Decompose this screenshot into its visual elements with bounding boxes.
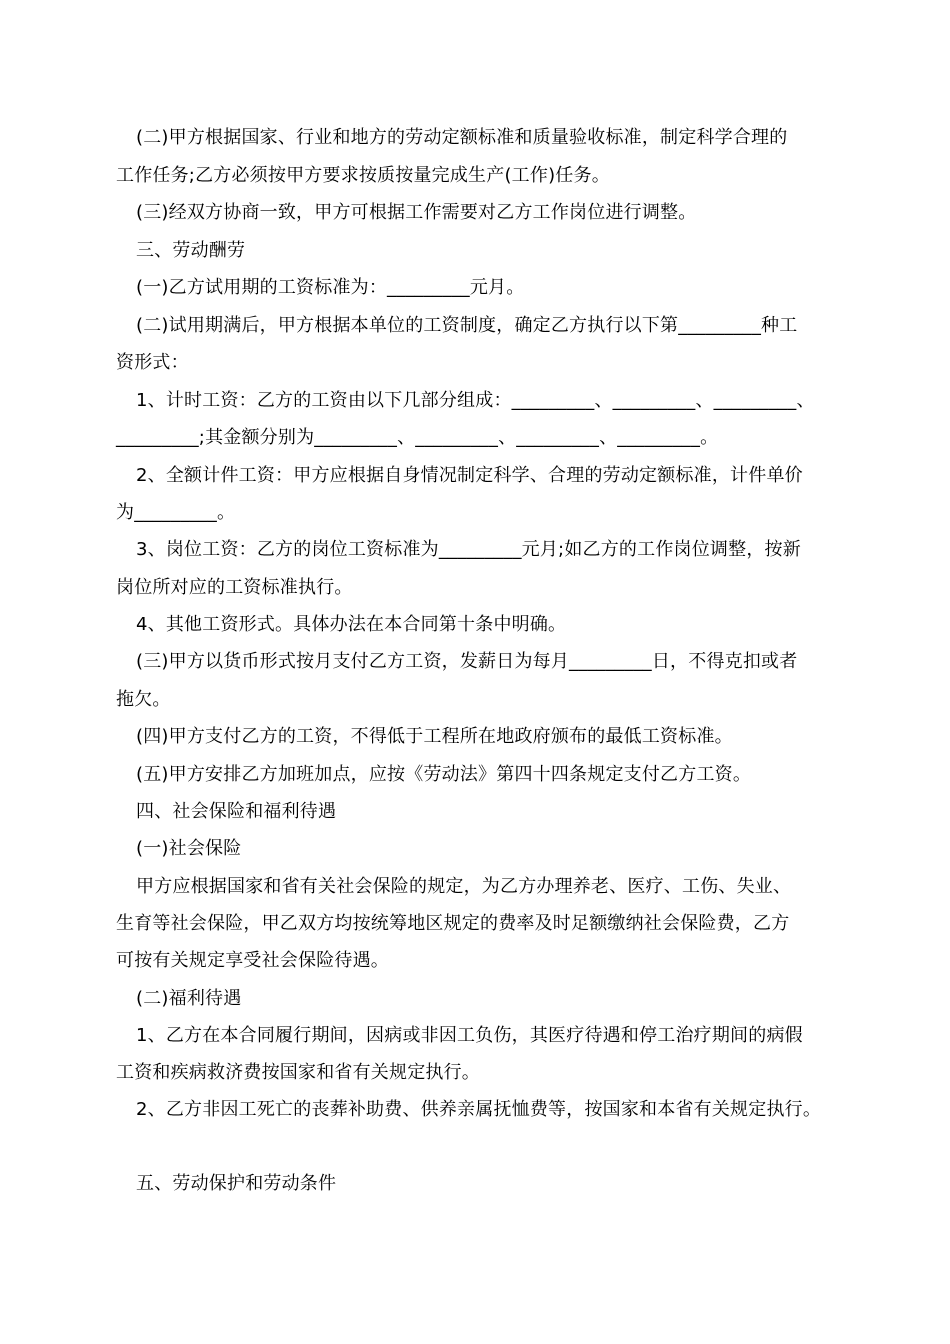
paragraph-line: 3、岗位工资：乙方的岗位工资标准为_________元月;如乙方的工作岗位调整，按新 [136, 539, 801, 560]
paragraph-line: 拖欠。 [116, 689, 171, 710]
paragraph-line: 资形式： [116, 352, 189, 373]
paragraph-line: _________;其金额分别为_________、_________、_________、_________。 [116, 427, 719, 448]
paragraph-line: (三)甲方以货币形式按月支付乙方工资，发薪日为每月_________日，不得克扣或者 [136, 651, 798, 672]
subsection-heading: (一)社会保险 [136, 838, 242, 859]
paragraph-line: 1、计时工资：乙方的工资由以下几部分组成：_________、_________、_________、 [136, 390, 815, 411]
paragraph-line: 1、乙方在本合同履行期间，因病或非因工负伤，其医疗待遇和停工治疗期间的病假 [136, 1025, 803, 1046]
paragraph-line: 为_________。 [116, 502, 236, 523]
paragraph-line: 可按有关规定享受社会保险待遇。 [116, 950, 389, 971]
paragraph-line: 甲方应根据国家和省有关社会保险的规定，为乙方办理养老、医疗、工伤、失业、 [136, 876, 792, 897]
paragraph-line: 工资和疾病救济费按国家和省有关规定执行。 [116, 1062, 480, 1083]
subsection-heading: (二)福利待遇 [136, 988, 242, 1009]
paragraph-line: (三)经双方协商一致，甲方可根据工作需要对乙方工作岗位进行调整。 [136, 202, 697, 223]
paragraph-line: (五)甲方安排乙方加班加点，应按《劳动法》第四十四条规定支付乙方工资。 [136, 764, 752, 785]
paragraph-line: 4、其他工资形式。具体办法在本合同第十条中明确。 [136, 614, 567, 635]
paragraph-line: (二)甲方根据国家、行业和地方的劳动定额标准和质量验收标准，制定科学合理的 [136, 127, 788, 148]
paragraph-line: 2、乙方非因工死亡的丧葬补助费、供养亲属抚恤费等，按国家和本省有关规定执行。 [136, 1099, 822, 1120]
paragraph-line: (一)乙方试用期的工资标准为：_________元月。 [136, 277, 525, 298]
paragraph-line: (四)甲方支付乙方的工资，不得低于工程所在地政府颁布的最低工资标准。 [136, 726, 733, 747]
paragraph-line: 工作任务;乙方必须按甲方要求按质按量完成生产(工作)任务。 [116, 165, 610, 186]
section-heading: 三、劳动酬劳 [136, 240, 246, 261]
paragraph-line: 生育等社会保险，甲乙双方均按统筹地区规定的费率及时足额缴纳社会保险费，乙方 [116, 913, 790, 934]
paragraph-line: (二)试用期满后，甲方根据本单位的工资制度，确定乙方执行以下第_________种工 [136, 315, 798, 336]
paragraph-line: 2、全额计件工资：甲方应根据自身情况制定科学、合理的劳动定额标准，计件单价 [136, 465, 803, 486]
section-heading: 五、劳动保护和劳动条件 [136, 1173, 337, 1194]
section-heading: 四、社会保险和福利待遇 [136, 801, 337, 822]
paragraph-line: 岗位所对应的工资标准执行。 [116, 577, 353, 598]
